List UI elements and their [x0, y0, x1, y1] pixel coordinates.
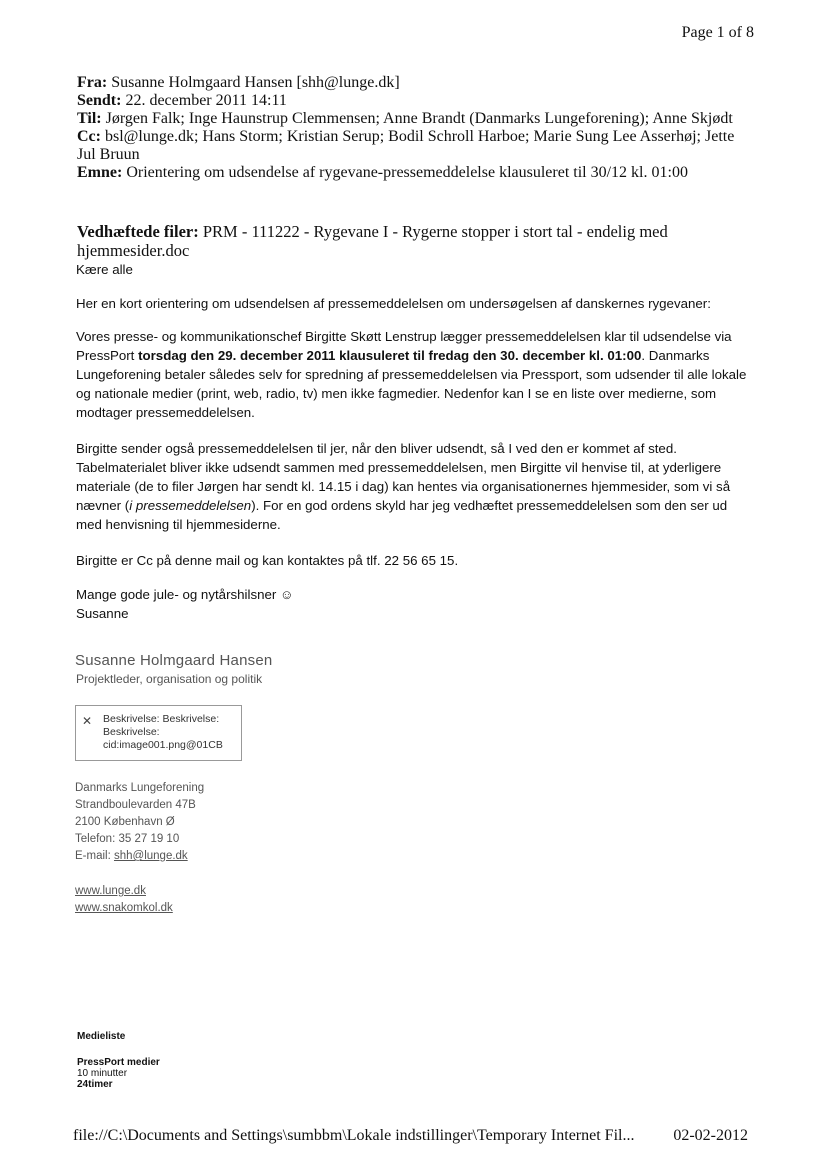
attachments-row — [77, 222, 737, 260]
city: 2100 København Ø — [75, 816, 175, 828]
from-row — [77, 74, 747, 92]
link-lunge[interactable]: www.lunge.dk — [75, 885, 146, 897]
birgitte-text-2: ). For en god ordens skyld har jeg vedhæftet pressemeddelelsen som den ser ud med henvisning til hjemmesiderne. — [76, 498, 728, 532]
media-list-heading: Medieliste — [77, 1031, 126, 1042]
birgitte-text-1: Birgitte sender også pressemeddelelsen til jer, når den bliver udsendt, så I ved den er kommet af sted. Tabelmaterialet bliver ikke udsendt sammen med pressemeddelelsen, men Birgitte vil henvise til, at yderligere materiale (de to filer Jørgen har sendt kl. 14.15 i dag) kan hentes via organisationernes hjemmesider, som vi så nævner ( — [76, 441, 731, 513]
cc-row — [77, 128, 747, 164]
org-name: Danmarks Lungeforening — [75, 782, 205, 794]
greeting: Kære alle — [76, 262, 133, 277]
email-body — [76, 260, 756, 623]
cc-label: Cc: — [77, 128, 101, 145]
from-label: Fra: — [77, 74, 108, 91]
subject-value: Orientering om udsendelse af rygevane-pressemeddelelse klausuleret til 30/12 kl. 01:00 — [122, 164, 688, 181]
sent-value: 22. december 2011 14:11 — [121, 92, 287, 109]
broken-image-placeholder — [75, 705, 242, 761]
phone: Telefon: 35 27 19 10 — [75, 833, 180, 845]
email-line — [75, 848, 204, 865]
closing-name: Susanne — [76, 606, 129, 621]
to-row — [77, 110, 747, 128]
broken-image-icon: ✕ — [82, 714, 93, 728]
presse-text-1: Vores presse- og kommunikationschef Birgitte Skøtt Lenstrup lægger pressemeddelelsen klar til udsendelse via PressPort — [76, 329, 732, 363]
media-item: 10 minutter — [77, 1068, 128, 1079]
pressport-list — [77, 1057, 160, 1090]
presse-text-2: . Danmarks Lungeforening betaler således selv for spredning af pressemeddelelsen via Pressport, som udsender til alle lokale og nationale medier (print, web, radio, tv) men ikke fagmedier. Nedenfor kan I se en liste over medierne, som modtager pressemeddelelsen. — [76, 348, 747, 420]
attachments-label: Vedhæftede filer: — [77, 222, 199, 241]
signature-links — [75, 883, 173, 917]
footer-date: 02-02-2012 — [673, 1127, 748, 1144]
pressport-heading: PressPort medier — [77, 1057, 160, 1068]
birgitte-paragraph — [76, 439, 756, 534]
subject-label: Emne: — [77, 164, 123, 181]
signature-title: Projektleder, organisation og politik — [76, 672, 263, 686]
birgitte-italic: i pressemeddelelsen — [129, 498, 252, 513]
footer-file-path: file://C:\Documents and Settings\sumbbm\Lokale indstillinger\Temporary Internet Fil... — [73, 1127, 635, 1144]
street: Strandboulevarden 47B — [75, 799, 196, 811]
cc-value: bsl@lunge.dk; Hans Storm; Kristian Serup; Bodil Schroll Harboe; Marie Sung Lee Asserhøj; Jette Jul Bruun — [77, 128, 735, 163]
to-label: Til: — [77, 110, 102, 127]
to-value: Jørgen Falk; Inge Haunstrup Clemmensen; Anne Brandt (Danmarks Lungeforening); Anne Skjødt — [101, 110, 733, 127]
signature-address — [75, 780, 204, 865]
attachments-value[interactable]: PRM - 111222 - Rygevane I - Rygerne stopper i stort tal - endelig med hjemmesider.doc — [77, 222, 668, 260]
subject-row — [77, 164, 747, 182]
page-number: Page 1 of 8 — [681, 24, 754, 41]
sent-row — [77, 92, 747, 110]
contact-paragraph: Birgitte er Cc på denne mail og kan kontaktes på tlf. 22 56 65 15. — [76, 553, 459, 568]
closing-line: Mange gode jule- og nytårshilsner ☺ — [76, 587, 294, 602]
presse-bold-date: torsdag den 29. december 2011 klausuleret til fredag den 30. december kl. 01:00 — [138, 348, 642, 363]
intro-paragraph: Her en kort orientering om udsendelsen af pressemeddelelsen om undersøgelsen af danskernes rygevaner: — [76, 296, 711, 311]
signature-name: Susanne Holmgaard Hansen — [75, 652, 273, 669]
link-snakomkol[interactable]: www.snakomkol.dk — [75, 902, 173, 914]
email-label: E-mail: — [75, 850, 114, 862]
presse-paragraph — [76, 327, 756, 422]
email-link[interactable]: shh@lunge.dk — [113, 850, 188, 862]
from-value: Susanne Holmgaard Hansen [shh@lunge.dk] — [107, 74, 400, 91]
media-item: 24timer — [77, 1079, 113, 1090]
image-alt-text: Beskrivelse: Beskrivelse: Beskrivelse: cid:image001.png@01CB — [103, 713, 223, 751]
sent-label: Sendt: — [77, 92, 122, 109]
email-header — [77, 74, 747, 182]
